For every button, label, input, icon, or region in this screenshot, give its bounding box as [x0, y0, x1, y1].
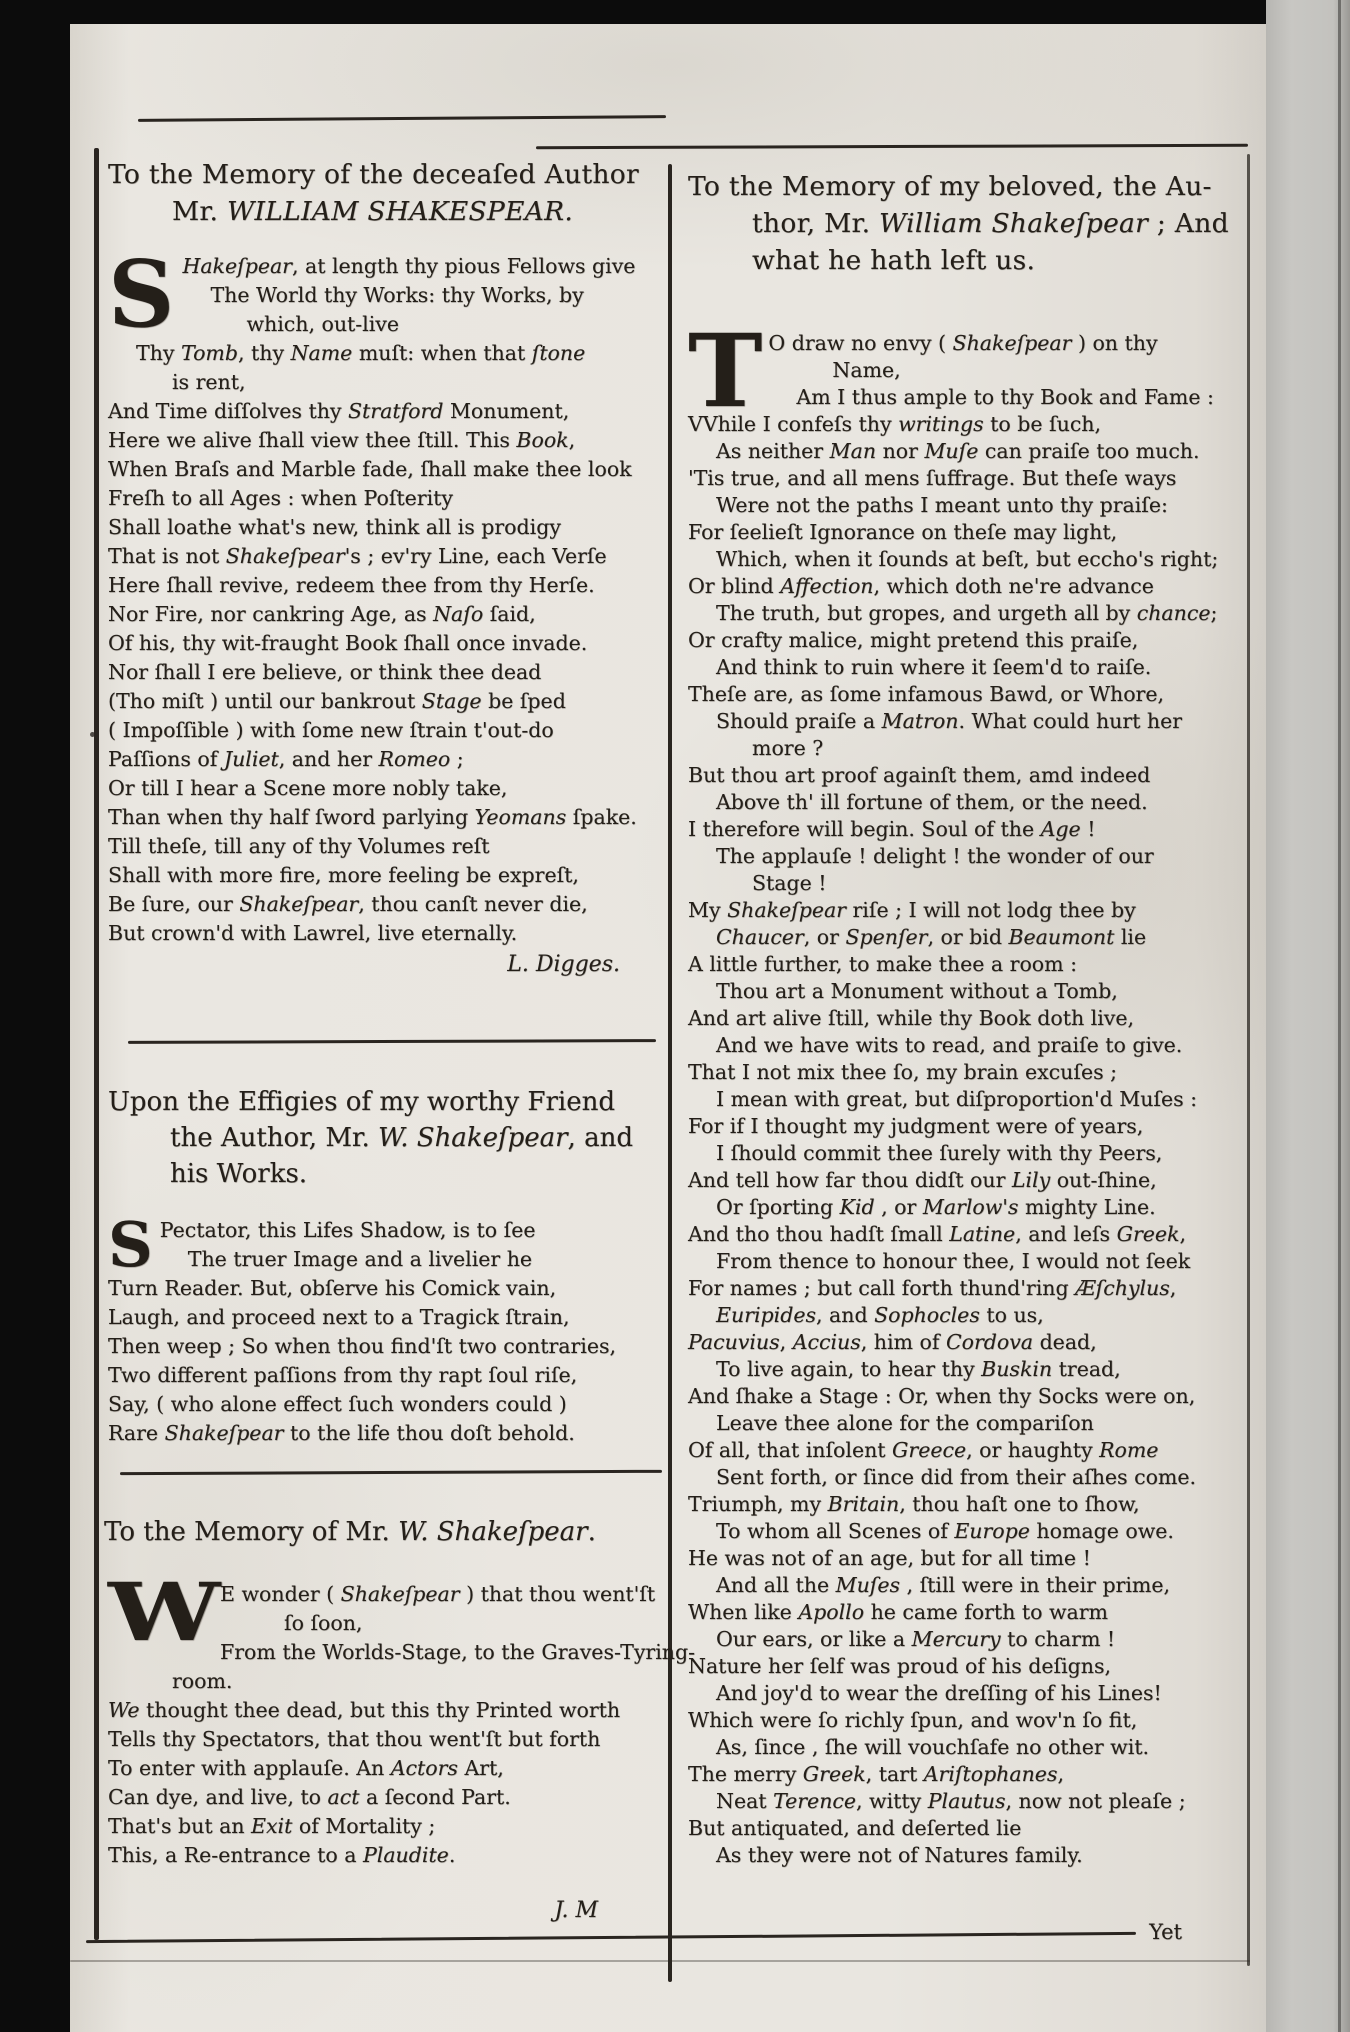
jonson-lines: [688, 312, 1252, 1869]
text-line: To whom all Scenes of Europe homage owe.: [716, 1519, 1174, 1543]
text-line: ſo ſoon,: [284, 1611, 363, 1635]
text-line: But crown'd with Lawrel, live eternally.: [108, 921, 518, 945]
margin-mark: [90, 732, 95, 737]
effigies-lines: [108, 1208, 662, 1448]
text-line: And we have wits to read, and praiſe to give.: [716, 1033, 1183, 1057]
text-line: Be ſure, our Shakeſpear, thou canſt never die,: [108, 892, 588, 916]
text-line: his Works.: [170, 1159, 308, 1189]
signature-jm: J. M: [554, 1898, 598, 1923]
text-line: That's but an Exit of Mortality ;: [108, 1814, 436, 1838]
text-line: To the Memory of the deceaſed Author: [108, 159, 639, 190]
text-line: Which, when it ſounds at beſt, but eccho's right;: [716, 547, 1219, 571]
text-line: Or till I hear a Scene more nobly take,: [108, 776, 508, 800]
text-line: And think to ruin where it ſeem'd to raiſe.: [716, 655, 1152, 679]
text-line: For if I thought my judgment were of years,: [688, 1114, 1144, 1138]
text-line: thor, Mr. William Shakeſpear ; And: [752, 208, 1229, 239]
text-line: Say, ( who alone effect ſuch wonders could ): [108, 1392, 567, 1416]
top-rule-left: [138, 115, 666, 122]
text-line: Should praiſe a Matron. What could hurt her: [716, 709, 1183, 733]
text-line: He was not of an age, but for all time !: [688, 1546, 1091, 1570]
text-line: The merry Greek, tart Ariſtophanes,: [688, 1762, 1064, 1786]
text-line: Which were ſo richly ſpun, and wov'n ſo fit,: [688, 1708, 1138, 1732]
text-line: The truth, but gropes, and urgeth all by chance;: [716, 601, 1218, 625]
text-line: (Tho miſt ) until our bankrout Stage be ſped: [108, 689, 566, 713]
text-line: Can dye, and live, to act a ſecond Part.: [108, 1785, 511, 1809]
text-line: To enter with applauſe. An Actors Art,: [108, 1756, 504, 1780]
text-line: Or crafty malice, might pretend this praiſe,: [688, 628, 1139, 652]
text-line: As they were not of Natures family.: [716, 1843, 1083, 1867]
text-line: Shall with more fire, more feeling be expreſt,: [108, 863, 579, 887]
scan-edge-line: [1338, 0, 1341, 2032]
text-line: which, out-live: [246, 312, 400, 336]
text-line: Name,: [832, 358, 901, 382]
text-line: Chaucer, or Spenſer, or bid Beaumont lie: [716, 925, 1147, 949]
drop-cap-s: S: [108, 1208, 153, 1281]
text-line: As, ſince , ſhe will vouchſafe no other wit.: [716, 1735, 1150, 1759]
text-line: more ?: [752, 736, 824, 760]
text-line: Turn Reader. But, obſerve his Comick vain,: [108, 1276, 557, 1300]
column-divider-rule: [668, 164, 672, 1982]
text-line: To live again, to hear thy Buskin tread,: [716, 1357, 1121, 1381]
text-line: But antiquated, and deſerted lie: [688, 1816, 1022, 1840]
text-line: Neat Terence, witty Plautus, now not pleaſe ;: [716, 1789, 1186, 1813]
text-line: And tell how far thou didſt our Lily out-ſhine,: [688, 1168, 1157, 1192]
effigies-heading: [108, 1084, 660, 1192]
bottom-rule-faint: [70, 1960, 1250, 1962]
text-line: We thought thee dead, but this thy Printed worth: [108, 1698, 621, 1722]
text-line: And art alive ſtill, while thy Book doth live,: [688, 1006, 1135, 1030]
text-line: Here ſhall revive, redeem thee from thy Herſe.: [108, 573, 595, 597]
text-line: room.: [172, 1669, 233, 1693]
text-line: Triumph, my Britain, thou haſt one to ſhow,: [688, 1492, 1140, 1516]
text-line: ( Impoſſible ) with ſome new ſtrain t'out-do: [108, 718, 554, 742]
text-line: Or blind Affection, which doth ne're advance: [688, 574, 1154, 598]
drop-cap-s: S: [108, 240, 175, 348]
text-line: Sent forth, or ſince did from their aſhes come.: [716, 1465, 1197, 1489]
text-line: As neither Man nor Muſe can praiſe too much.: [716, 439, 1200, 463]
jonson-title: [688, 168, 1250, 279]
text-line: Nor ſhall I ere believe, or think thee dead: [108, 660, 542, 684]
text-line: Of all, that inſolent Greece, or haughty Rome: [688, 1438, 1159, 1462]
signature-digges: L. Digges.: [507, 952, 620, 977]
text-line: That I not mix thee ſo, my brain excuſes ;: [688, 1060, 1118, 1084]
text-line: what he hath left us.: [752, 245, 1036, 276]
text-line: The World thy Works: thy Works, by: [210, 283, 584, 307]
text-line: From thence to honour thee, I would not ſeek: [716, 1249, 1191, 1273]
text-line: When like Apollo he came forth to warm: [688, 1600, 1108, 1624]
drop-cap-t: T: [688, 312, 763, 430]
text-line: Leave thee alone for the compariſon: [716, 1411, 1094, 1435]
text-line: 'Tis true, and all mens ſuffrage. But theſe ways: [688, 466, 1177, 490]
text-line: VVhile I confeſs thy writings to be ſuch,: [688, 412, 1102, 436]
jonson-poem: [688, 312, 1252, 1869]
text-line: The truer Image and a livelier he: [187, 1247, 533, 1271]
text-line: To the Memory of my beloved, the Au-: [688, 171, 1212, 202]
text-line: Mr. WILLIAM SHAKESPEAR.: [172, 196, 574, 227]
text-line: Upon the Effigies of my worthy Friend: [108, 1087, 615, 1117]
text-line: is rent,: [172, 370, 246, 394]
text-line: E wonder ( Shakeſpear ) that thou went'ſt: [220, 1582, 656, 1606]
text-line: Of his, thy wit-fraught Book ſhall once invade.: [108, 631, 588, 655]
text-line: Were not the paths I meant unto thy praiſe:: [716, 493, 1168, 517]
text-line: Thou art a Monument without a Tomb,: [716, 979, 1118, 1003]
text-line: the Author, Mr. W. Shakeſpear, and: [170, 1123, 633, 1153]
text-line: Am I thus ample to thy Book and Fame :: [796, 385, 1214, 409]
text-line: Tells thy Spectators, that thou went'ſt but forth: [108, 1727, 601, 1751]
text-line: And tho thou hadſt ſmall Latine, and leſs Greek,: [688, 1222, 1187, 1246]
memory-jm-heading: [104, 1514, 660, 1550]
text-line: Two different paſſions from thy rapt ſoul riſe,: [108, 1363, 578, 1387]
text-line: Then weep ; So when thou find'ſt two contraries,: [108, 1334, 617, 1358]
text-line: When Braſs and Marble fade, ſhall make thee look: [108, 457, 632, 481]
left-elegy-poem: [108, 240, 662, 979]
text-line: Till theſe, till any of thy Volumes reſt: [108, 834, 490, 858]
text-line: O draw no envy ( Shakeſpear ) on thy: [768, 331, 1158, 355]
text-line: Euripides, and Sophocles to us,: [716, 1303, 1044, 1327]
text-line: That is not Shakeſpear's ; ev'ry Line, each Verſe: [108, 544, 607, 568]
drop-cap-w: W: [108, 1565, 221, 1659]
text-line: To the Memory of Mr. W. Shakeſpear.: [104, 1517, 596, 1547]
memory-jm-poem: [108, 1565, 696, 1925]
text-line: Nor Fire, nor cankring Age, as Naſo ſaid,: [108, 602, 536, 626]
left-elegy-lines: [108, 240, 662, 948]
text-line: For ſeelieſt Ignorance on theſe may light,: [688, 520, 1118, 544]
text-line: And joy'd to wear the dreſſing of his Lines!: [716, 1681, 1162, 1705]
text-line: My Shakeſpear riſe ; I will not lodg thee by: [688, 898, 1136, 922]
text-line: Pacuvius, Accius, him of Cordova dead,: [688, 1330, 1097, 1354]
catchword: Yet: [1149, 1920, 1182, 1944]
left-elegy-title: [108, 156, 660, 230]
text-line: And Time diſſolves thy Stratford Monument,: [108, 399, 570, 423]
left-frame-rule: [94, 148, 99, 1940]
book-page: [70, 24, 1266, 2032]
text-line: And all the Muſes , ſtill were in their prime,: [716, 1573, 1171, 1597]
text-line: Than when thy half ſword parlying Yeomans ſpake.: [108, 805, 637, 829]
text-line: From the Worlds-Stage, to the Graves-Tyring-: [220, 1640, 696, 1664]
text-line: Hakeſpear, at length thy pious Fellows give: [182, 254, 636, 278]
section-rule-2: [120, 1470, 662, 1475]
text-line: The applauſe ! delight ! the wonder of our: [716, 844, 1154, 868]
text-line: Freſh to all Ages : when Poſterity: [108, 486, 453, 510]
text-line: And ſhake a Stage : Or, when thy Socks were on,: [688, 1384, 1196, 1408]
text-line: Stage !: [752, 871, 827, 895]
text-line: For names ; but call forth thund'ring Æſchylus,: [688, 1276, 1177, 1300]
effigies-poem: [108, 1208, 662, 1448]
text-line: Thy Tomb, thy Name muſt: when that ſtone: [136, 341, 586, 365]
text-line: Pectator, this Lifes Shadow, is to ſee: [159, 1218, 536, 1242]
text-line: A little further, to make thee a room :: [688, 952, 1077, 976]
text-line: This, a Re-entrance to a Plaudite.: [108, 1843, 456, 1867]
text-line: Here we alive ſhall view thee ſtill. This Book,: [108, 428, 576, 452]
top-rule-right: [536, 144, 1248, 149]
text-line: I therefore will begin. Soul of the Age !: [688, 817, 1096, 841]
text-line: Or ſporting Kid , or Marlow's mighty Line.: [716, 1195, 1156, 1219]
text-line: Theſe are, as ſome infamous Bawd, or Whore,: [688, 682, 1165, 706]
text-line: I mean with great, but diſproportion'd Muſes :: [716, 1087, 1198, 1111]
text-line: Shall loathe what's new, think all is prodigy: [108, 515, 561, 539]
text-line: Above th' ill fortune of them, or the need.: [716, 790, 1148, 814]
text-line: But thou art proof againſt them, amd indeed: [688, 763, 1151, 787]
text-line: Paſſions of Juliet, and her Romeo ;: [108, 747, 464, 771]
text-line: Laugh, and proceed next to a Tragick ſtrain,: [108, 1305, 570, 1329]
text-line: Nature her ſelf was proud of his deſigns,: [688, 1654, 1111, 1678]
section-rule-1: [128, 1039, 656, 1044]
text-line: Rare Shakeſpear to the life thou doſt behold.: [108, 1421, 575, 1445]
text-line: I ſhould commit thee ſurely with thy Peers,: [716, 1141, 1163, 1165]
text-line: Our ears, or like a Mercury to charm !: [716, 1627, 1116, 1651]
